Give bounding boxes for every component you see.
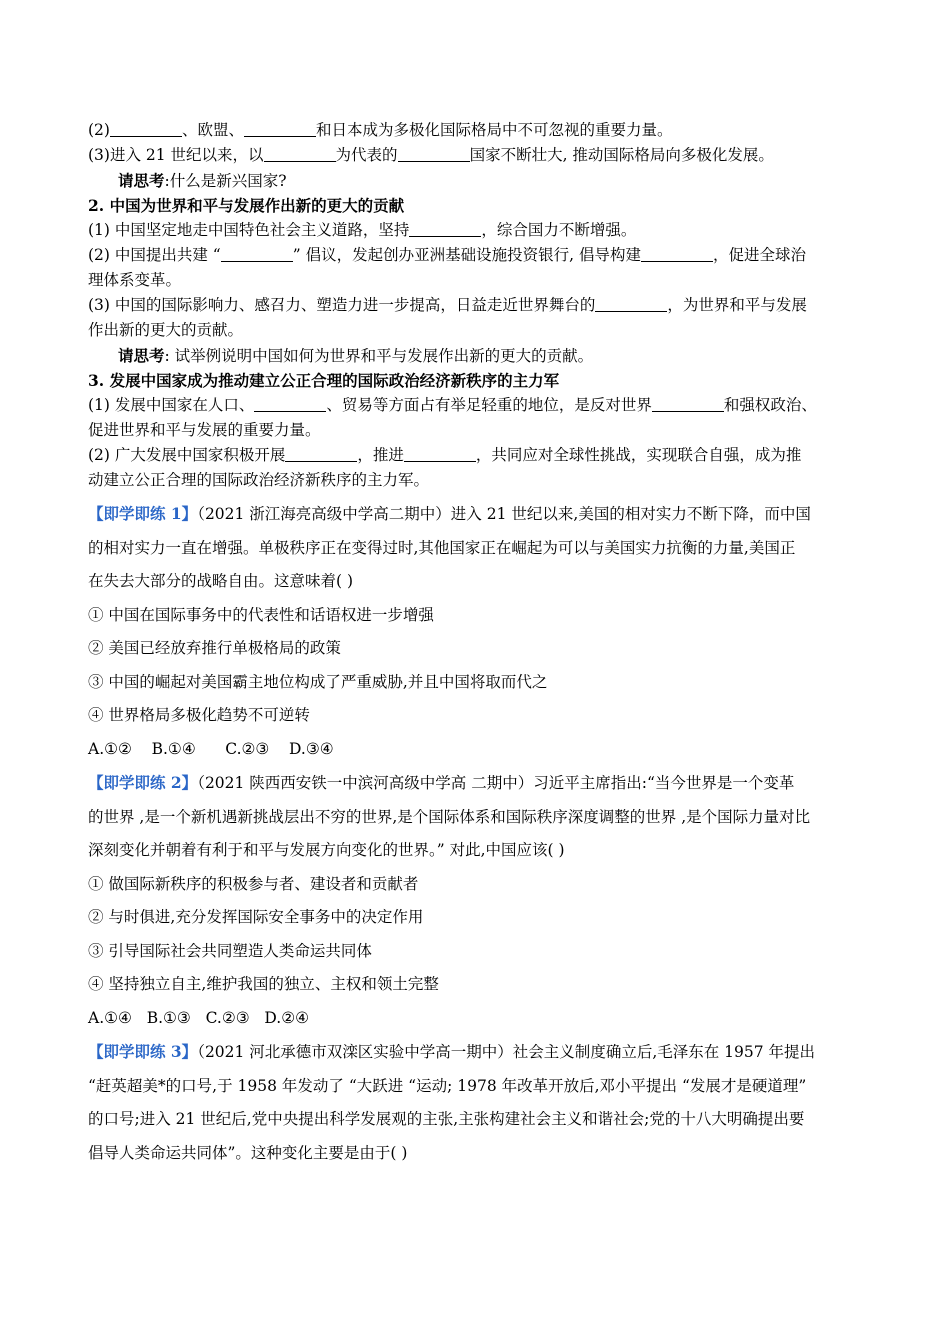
s3-item-1-cont: 促进世界和平与发展的重要力量。 [88, 421, 321, 439]
s3-item-1: (1) 发展中国家在人口、 、贸易等方面占有举足轻重的地位，是反对世界 和强权政治、 [88, 396, 817, 414]
exercise-1-option: ③ 中国的崛起对美国霸主地位构成了严重威胁,并且中国将取而代之 [88, 672, 548, 691]
exercise-2-title: 【即学即练 2】 [88, 773, 198, 792]
s2-think: 请思考: 试举例说明中国如何为世界和平与发展作出新的更大的贡献。 [118, 346, 594, 365]
s1-think: 请思考:什么是新兴国家? [118, 171, 287, 190]
exercise-1-title: 【即学即练 1】 [88, 504, 198, 523]
exercise-1-choices: A.①② B.①④ C.②③ D.③④ [88, 739, 334, 758]
exercise-2-option: ③ 引导国际社会共同塑造人类命运共同体 [88, 941, 372, 960]
exercise-1-option: ② 美国已经放弃推行单极格局的政策 [88, 639, 341, 657]
fill-blank[interactable] [595, 295, 667, 312]
s1-item-2: (2) 、欧盟、 和日本成为多极化国际格局中不可忽视的重要力量。 [88, 121, 673, 139]
s1-item-3: (3)进入 21 世纪以来，以 为代表的 国家不断壮大, 推动国际格局向多极化发展。 [88, 146, 774, 164]
exercise-3-title: 【即学即练 3】 [88, 1042, 198, 1061]
fill-blank[interactable] [244, 120, 316, 137]
s2-item-2-cont: 理体系变革。 [88, 271, 182, 289]
fill-blank[interactable] [110, 120, 182, 137]
s2-heading: 2. 中国为世界和平与发展作出新的更大的贡献 [88, 196, 405, 215]
fill-blank[interactable] [398, 145, 470, 162]
s3-item-2: (2) 广大发展中国家积极开展 ，推进 ，共同应对全球性挑战，实现联合自强，成为推 [88, 446, 802, 464]
exercise-1-stem: 【即学即练 1】（2021 浙江海亮高级中学高二期中）进入 21 世纪以来,美国的相对实力不断下降，而中国 [88, 504, 811, 523]
exercise-3-stem-line: 的口号;进入 21 世纪后,党中央提出科学发展观的主张,主张构建社会主义和谐社会;党的十八大明确提出要 [88, 1110, 805, 1128]
fill-blank[interactable] [221, 245, 293, 262]
fill-blank[interactable] [404, 445, 476, 462]
exercise-1-option: ④ 世界格局多极化趋势不可逆转 [88, 706, 310, 724]
exercise-2-choices: A.①④ B.①③ C.②③ D.②④ [88, 1008, 309, 1027]
exercise-2-option: ② 与时俱进,充分发挥国际安全事务中的决定作用 [88, 908, 424, 926]
exercise-1-option: ① 中国在国际事务中的代表性和话语权进一步增强 [88, 605, 434, 624]
exercise-2-stem-line: 的世界 ,是一个新机遇新挑战层出不穷的世界,是个国际体系和国际秩序深度调整的世界 ,是个国际力量对比 [88, 807, 811, 826]
exercise-1-stem-line: 的相对实力一直在增强。单极秩序正在变得过时,其他国家正在崛起为可以与美国实力抗衡的力量,美国正 [88, 538, 796, 557]
document-page [88, 118, 868, 1170]
fill-blank[interactable] [641, 245, 713, 262]
s2-item-1: (1) 中国坚定地走中国特色社会主义道路，坚持 ，综合国力不断增强。 [88, 221, 637, 239]
exercise-2-stem-line: 深刻变化并朝着有利于和平与发展方向变化的世界。” 对此,中国应该( ) [88, 841, 565, 859]
fill-blank[interactable] [285, 445, 357, 462]
fill-blank[interactable] [652, 395, 724, 412]
s2-item-2: (2) 中国提出共建 “ ” 倡议，发起创办亚洲基础设施投资银行, 倡导构建 ，促进全球治 [88, 246, 806, 264]
fill-blank[interactable] [254, 395, 326, 412]
s2-item-3: (3) 中国的国际影响力、感召力、塑造力进一步提高，日益走近世界舞台的 ，为世界和平与发展 [88, 296, 807, 314]
exercise-2-option: ④ 坚持独立自主,维护我国的独立、主权和领土完整 [88, 975, 439, 993]
s3-item-2-cont: 动建立公正合理的国际政治经济新秩序的主力军。 [88, 471, 430, 489]
exercise-1-stem-line: 在失去大部分的战略自由。这意味着( ) [88, 572, 354, 590]
exercise-3-stem: 【即学即练 3】（2021 河北承德市双滦区实验中学高一期中）社会主义制度确立后,毛泽东在 1957 年提出 [88, 1042, 816, 1061]
exercise-3-stem-line: “赶英超美*的口号,于 1958 年发动了 “大跃进 “运动; 1978 年改革开放后,邓小平提出 “发展才是硬道理” [88, 1076, 807, 1095]
exercise-2-option: ① 做国际新秩序的积极参与者、建设者和贡献者 [88, 874, 419, 893]
fill-blank[interactable] [264, 145, 336, 162]
exercise-2-stem: 【即学即练 2】（2021 陕西西安铁一中滨河高级中学高 二期中）习近平主席指出:“当今世界是一个变革 [88, 773, 795, 792]
exercise-3-stem-line: 倡导人类命运共同体”。这种变化主要是由于( ) [88, 1143, 408, 1162]
s2-item-3-cont: 作出新的更大的贡献。 [88, 321, 244, 339]
s3-heading: 3. 发展中国家成为推动建立公正合理的国际政治经济新秩序的主力军 [88, 371, 560, 390]
fill-blank[interactable] [409, 220, 481, 237]
